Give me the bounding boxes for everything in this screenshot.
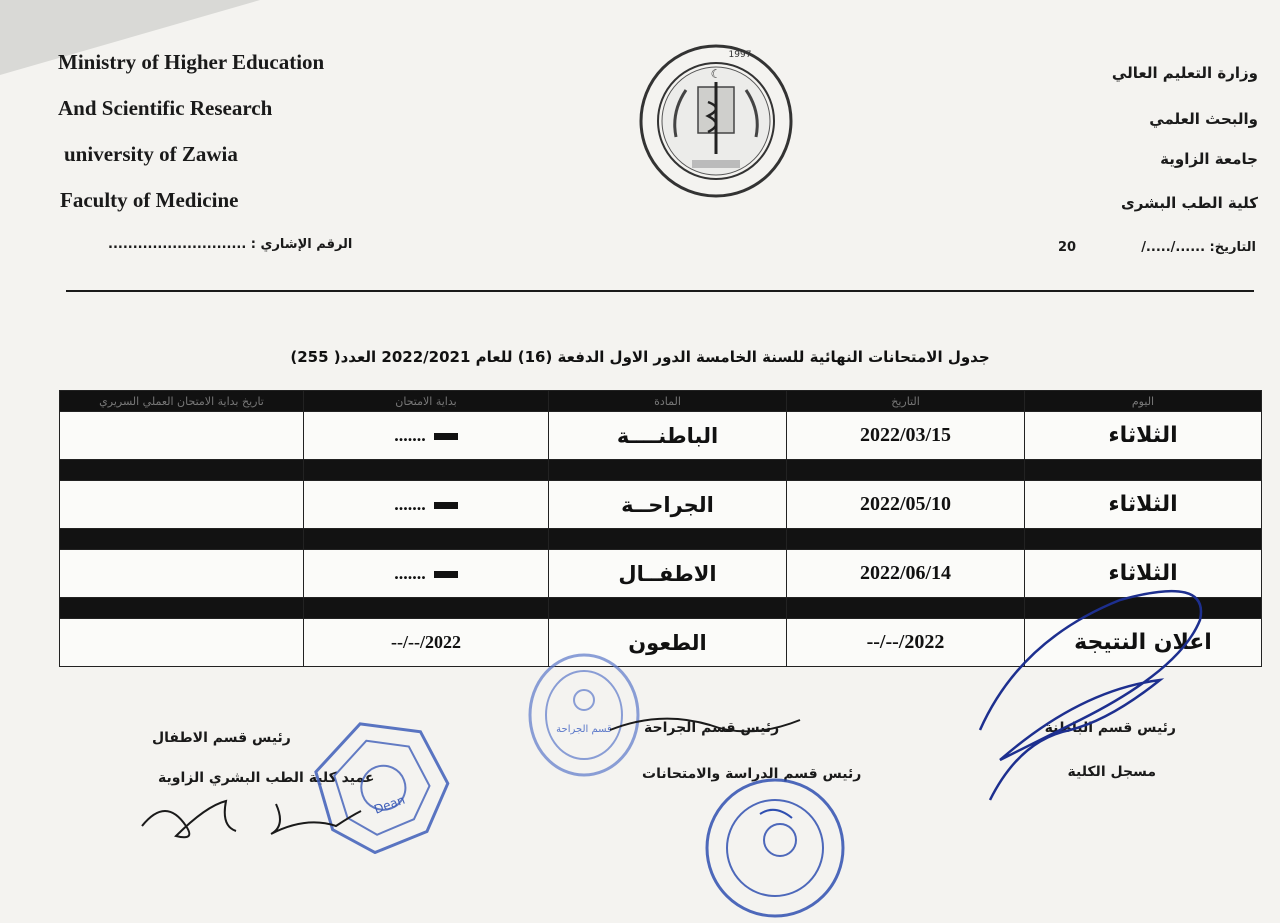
signature-studies-head: رئيس قسم الدراسة والامتحانات [642,766,862,782]
cell-clinical [60,412,304,460]
table-row [60,412,1262,460]
cell-date: 2022/05/10 [787,481,1025,529]
column-header-date: التاريخ [787,391,1025,412]
column-header-clinical: تاريخ بداية الامتحان العملي السريري [60,391,304,412]
cell-clinical [60,481,304,529]
reference-number-field: الرقم الإشاري : ............................ [108,237,353,252]
cell-start-text: ....... [394,494,426,514]
date-field: التاريخ: ....../...../ [1141,240,1256,255]
column-header-subject: المادة [549,391,787,412]
cell-subject: الطعون [549,619,787,667]
header-ar-faculty: كلية الطب البشرى [1120,194,1258,212]
cell-day: الثلاثاء [1025,481,1262,529]
cell-start [304,481,549,529]
internal-head-signature [960,580,1240,810]
dash-mark [434,433,458,440]
header-ar-research: والبحث العلمي [1149,110,1258,128]
cell-subject: الباطنــــة [549,412,787,460]
cell-day: الثلاثاء [1025,412,1262,460]
header-divider [66,290,1254,292]
cell-date: 2022/06/14 [787,550,1025,598]
column-header-day: اليوم [1025,391,1262,412]
cell-day: الثلاثاء [1025,550,1262,598]
dean-stamp-text: Dean [372,792,407,817]
cell-clinical [60,619,304,667]
signature-pediatrics-head: رئيس قسم الاطفال [152,730,291,746]
cell-start: 2022/--/-- [304,619,549,667]
dash-mark [434,571,458,578]
cell-start [304,412,549,460]
table-header-row [60,391,1262,412]
dash-mark [434,502,458,509]
dean-signature [136,786,366,846]
schedule-title: جدول الامتحانات النهائية للسنة الخامسة الدور الاول الدفعة (16) للعام 2022/2021 العدد( 255) [290,348,990,366]
cell-start [304,550,549,598]
signature-internal-head: رئيس قسم الباطنة [1044,720,1176,736]
svg-text:☾: ☾ [710,67,722,81]
signature-dean: عميد كلية الطب البشري الزاوية [158,770,375,786]
header-en-university: university of Zawia [64,142,238,166]
surgery-head-signature [600,700,840,750]
header-en-faculty: Faculty of Medicine [60,188,239,212]
cell-day: اعلان النتيجة [1025,619,1262,667]
column-header-start: بداية الامتحان [304,391,549,412]
university-logo [636,42,796,200]
cell-subject: الاطفــال [549,550,787,598]
cell-subject: الجراحــة [549,481,787,529]
studies-stamp [700,774,850,922]
surgery-stamp-text: قسم الجراحة [556,724,612,735]
header-ar-ministry: وزارة التعليم العالي [1111,64,1258,82]
year-prefix: 20 [1058,240,1077,255]
cell-start-text: ....... [394,425,426,445]
logo-year: 1997 [728,50,752,60]
cell-date: 2022/03/15 [787,412,1025,460]
cell-clinical [60,550,304,598]
signature-surgery-head: رئيس قسم الجراحة [644,720,780,736]
header-en-ministry: Ministry of Higher Education [58,50,325,74]
header-en-research: And Scientific Research [58,96,273,120]
signature-registrar: مسجل الكلية [1067,764,1156,780]
cell-start-text: ....... [394,563,426,583]
cell-date: 2022/--/-- [787,619,1025,667]
header-ar-university: جامعة الزاوية [1160,150,1258,168]
separator-row [60,460,1262,481]
table-row [60,481,1262,529]
separator-row [60,529,1262,550]
